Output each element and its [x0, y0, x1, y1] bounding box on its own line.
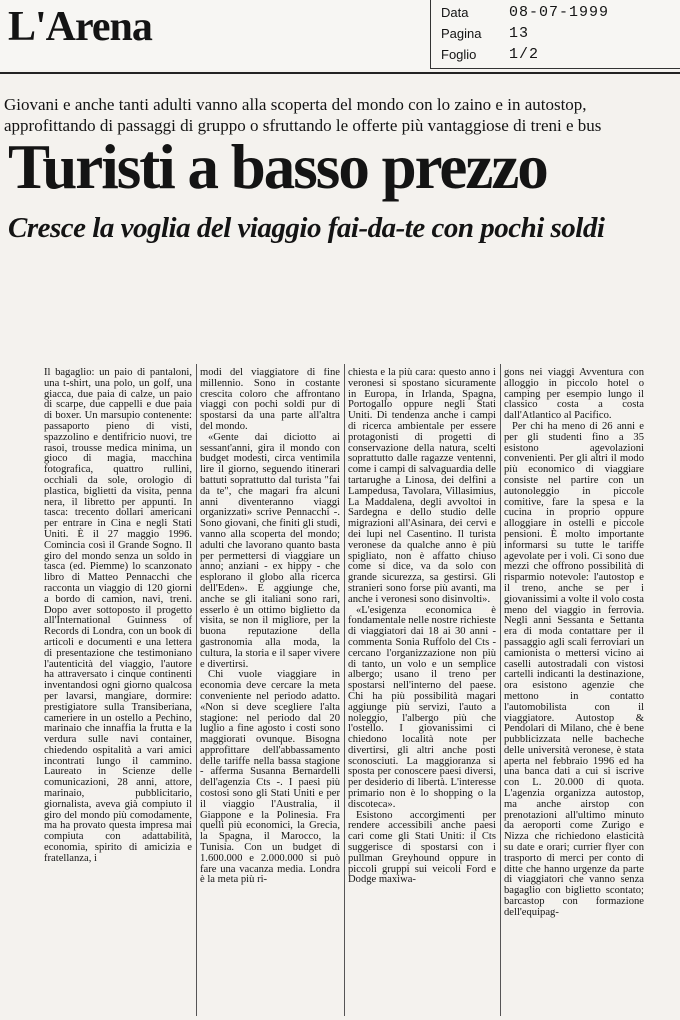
column-2-paragraph-1: modi del viaggiatore di fine millennio. Sono in costante crescita coloro che affrontano viaggi con pochi soldi pur di spostarsi da una parte all'altra del mondo.: [200, 368, 340, 432]
column-4-paragraph-2: Per chi ha meno di 26 anni e per gli studenti fino a 35 esistono agevolazioni convenienti. Per gli altri il modo più economico di viaggiare consiste nel partire con un autonoleggio in piccole comitive, fare la spesa e la cucina in proprio oppure alloggiare in ostelli e piccole pensioni. È molto importante informarsi su tutte le tariffe agevolate per i voli. Ci sono due mezzi che offrono possibilità di risparmio notevole: l'autostop e il treno, anche se per i giovanissimi a volte il volo costa meno del viaggio in ferrovia. Negli anni Sessanta e Settanta era di moda contattare per il passaggio agli scali ferroviari un camionista o mettersi vicino ai caselli autostradali con vistosi cartelli indicanti la destinazione, ora esistono agenzie che mettono in contatto l'automobilista con il viaggiatore. Autostop & Pendolari di Milano, che è bene pubblicizzata nelle bacheche delle università veronese, è stata aperta nel febbraio 1996 ed ha una banca dati a cui si iscrive con L. 20.000 di quota. L'agenzia organizza autostop, ma anche airstop con prenotazioni all'ultimo minuto da aeroporti come Zurigo e Nizza che richiedono elasticità su date e orari; currier flyer con trasporto di merci per conto di ditte che hanno urgenze da parte di viaggiatori che vanno senza bagaglio con biglietto scontato; barcastop con formazione dell'equipag-: [504, 420, 644, 918]
column-3-paragraph-2: «L'esigenza economica è fondamentale nelle nostre richieste di viaggiatori dai 18 ai 30 anni - commenta Sonia Ruffolo del Cts - cercano l'organizzazione non più di tanto, un volo e un semplice albergo; usano il treno per spostarsi nell'interno del paese. Chi ha più possibilità magari aggiunge più servizi, l'auto a noleggio, l'albergo più che l'ostello. I giovanissimi ci chiedono località note per divertirsi, gli altri anche posti sconosciuti. La maggioranza si sposta per conoscere paesi diversi, per desiderio di libertà. L'interesse primario non è lo shopping o la discoteca».: [348, 604, 496, 810]
column-2-paragraph-2: «Gente dai diciotto ai sessant'anni, gira il mondo con budget modesti, circa ventimila lire il giorno, seguendo itinerari battuti soprattutto dal turista "fai da te", che magari fra alcuni anni diventeranno viaggi organizzati» scrive Pennacchi -. Sono giovani, che finiti gli studi, vanno alla scoperta del mondo; adulti che lavorano quanto basta per permettersi di viaggiare un anno; anziani - ex hippy - che esplorano il globo alla ricerca dell'Eden». E aggiunge che, anche se gli italiani sono rari, esserlo è un ottimo biglietto da visita, se non il migliore, per la buona reputazione della gastronomia alla moda, la cultura, la storia e il saper vivere e divertirsi.: [200, 431, 340, 670]
sheet-label: Foglio: [441, 47, 477, 62]
page-label: Pagina: [441, 26, 482, 41]
article-headline: Turisti a basso prezzo: [8, 132, 547, 202]
date-row: [431, 3, 680, 23]
page-value: 13: [509, 25, 530, 42]
sheet-row: [431, 45, 680, 65]
date-label: Data: [441, 5, 469, 20]
date-value: 08-07-1999: [509, 4, 610, 21]
page-row: [431, 24, 680, 44]
article-subheadline: Cresce la voglia del viaggio fai-da-te con pochi soldi: [8, 212, 605, 244]
masthead-divider: [0, 72, 680, 74]
kicker-line-2: approfittando di passaggi di gruppo o sfruttando le offerte più vantaggiose di treni e bus: [4, 116, 602, 135]
column-4-paragraph-1: gons nei viaggi Avventura con alloggio in piccolo hotel o camping per esempio lungo il classico costa a costa dall'Atlantico al Pacifico.: [504, 368, 644, 422]
column-rule: [344, 364, 345, 1016]
column-rule: [500, 364, 501, 1016]
kicker-line-1: Giovani e anche tanti adulti vanno alla scoperta del mondo con lo zaino e in autostop,: [4, 95, 587, 114]
newspaper-name: L'Arena: [8, 4, 152, 50]
sheet-value: 1/2: [509, 46, 540, 63]
article-column-4: [504, 368, 644, 1016]
article-column-1: [44, 368, 192, 1016]
masthead: [0, 0, 680, 70]
clipping-info-box: [430, 0, 680, 69]
column-2-paragraph-3: Chi vuole viaggiare in economia deve cercare la meta conveniente nel periodo adatto. «Non si deve scegliere l'alta stagione: nel periodo dal 20 luglio a fine agosto i costi sono maggiorati ovunque. Bisogna approfittare dell'abbassamento delle tariffe nella bassa stagione - afferma Susanna Bernardelli dell'agenzia Cts -. I paesi più costosi sono gli Stati Uniti e per il viaggio l'Australia, il Giappone e la Polinesia. Fra quelli più economici, la Grecia, la Spagna, il Marocco, la Tunisia. Con un budget di 1.600.000 e 2.000.000 si può fare una vacanza media. Londra è la meta più ri-: [200, 669, 340, 886]
column-3-paragraph-3: Esistono accorgimenti per rendere accessibili anche paesi cari come gli Stati Uniti: il Cts suggerisce di spostarsi con i pullman Greyhound oppure in piccoli gruppi sui veicoli Ford e Dodge maxiwa-: [348, 809, 496, 886]
article-column-3: [348, 368, 496, 1016]
article-column-2: [200, 368, 340, 1016]
column-1-paragraph-1: Il bagaglio: un paio di pantaloni, una t-shirt, una polo, un golf, una giacca, due paia di calze, un paio di scarpe, due cappelli e due paia di boxer. Un marsupio contenente: passaporto pieno di visti, spazzolino e dentifricio nuovi, tre rasoi, trousse medica minima, un gioco di magia, macchina fotografica, quattro rullini, occhiali da sole, orologio di plastica, biglietti da visita, penna nera, il libretto per appunti. In tasca: trecento dollari americani per entrare in Cina e negli Stati Uniti. È il 27 maggio 1996. Comincia così il Grande Sogno. Il giro del mondo senza un soldo in tasca (ed. Piemme) lo scanzonato libro di Matteo Pennacchi che racconta un viaggio di 120 giorni a bordo di camion, navi, treni. Dopo aver sottoposto il progetto all'International Guinness of Records di Londra, con un book di articoli e documenti e una lettera di presentazione che testimoniano l'autenticità del viaggio, l'autore ha attraversato i cinque continenti inventandosi ogni giorno qualcosa per lavarsi, mangiare, dormire: prestigiatore sulla Transiberiana, cameriere in un ostello a Pechino, marinaio che innaffia la frutta e la verdura sulle navi container, chiedendo ospitalità a vari amici incontrati lungo il cammino. Laureato in Scienze delle comunicazioni, 28 anni, attore, marinaio, pubblicitario, giornalista, aveva già compiuto il giro del mondo più comodamente, ma ha provato questa impresa mai compiuta con adattabilità, economia, spirito di amicizia e fratellanza, i: [44, 368, 192, 864]
column-3-paragraph-1: chiesta e la più cara: questo anno i veronesi si spostano sicuramente in Europa, in Irlanda, Spagna, Portogallo oppure negli Stati Uniti. Di tendenza anche i campi di ricerca ambientale per essere protagonisti di progetti di conservazione della natura, scelti soprattutto dalle ragazze ventenni, come i campi di salvaguardia delle tartarughe a Linosa, dei delfini a Lampedusa, Tavolara, Villasimius, La Maddalena, degli avvoltoi in Sardegna e dello studio delle migrazioni all'Asinara, dei cervi e dei lupi nel Casentino. Il turista veronese da qualche anno è più spigliato, non è affatto chiuso come si dice, va da solo con grande sicurezza, sa gestirsi. Gli stranieri sono forse più avanti, ma anche i veronesi sono disinvolti».: [348, 368, 496, 605]
column-rule: [196, 364, 197, 1016]
